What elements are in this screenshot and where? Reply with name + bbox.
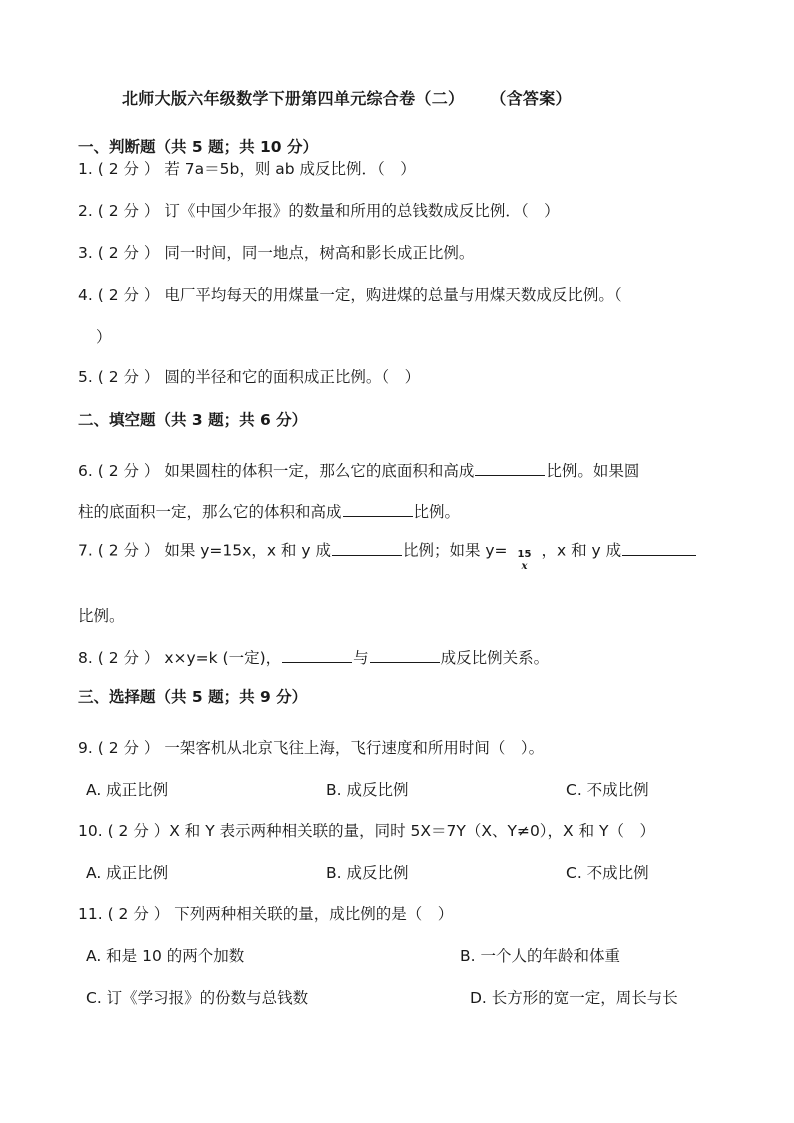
question-6-text-c: 柱的底面积一定，那么它的体积和高成: [78, 503, 342, 521]
option-q9-b[interactable]: B. 成反比例: [326, 781, 409, 799]
question-6-line-1: [78, 460, 639, 482]
question-7-text-b: 比例；如果 y=: [402, 541, 508, 560]
question-9: 9. ( 2 分 ） 一架客机从北京飞往上海，飞行速度和所用时间（ ）。: [78, 739, 545, 757]
question-7-line-1: [78, 539, 697, 572]
option-q11-d[interactable]: D. 长方形的宽一定，周长与长: [470, 989, 678, 1007]
question-7-text-a: 7. ( 2 分 ） 如果 y=15x，x 和 y 成: [78, 541, 331, 560]
question-6-line-2: [78, 501, 460, 523]
option-q9-c[interactable]: C. 不成比例: [566, 781, 649, 799]
option-q10-b[interactable]: B. 成反比例: [326, 864, 409, 882]
answer-blank[interactable]: [475, 460, 545, 476]
option-q10-c[interactable]: C. 不成比例: [566, 864, 649, 882]
question-7-text-c: ，x 和 y 成: [541, 541, 622, 560]
option-q10-a[interactable]: A. 成正比例: [86, 864, 169, 882]
question-7-line-2: 比例。: [78, 607, 125, 625]
question-11: 11. ( 2 分 ） 下列两种相关联的量，成比例的是（ ）: [78, 905, 454, 923]
answer-blank[interactable]: [332, 540, 402, 556]
fraction-denominator: x: [521, 561, 528, 572]
question-8-text-b: 与: [353, 649, 369, 667]
answer-blank[interactable]: [622, 540, 696, 556]
question-5: 5. ( 2 分 ） 圆的半径和它的面积成正比例。（ ）: [78, 368, 421, 386]
option-q11-b[interactable]: B. 一个人的年龄和体重: [460, 947, 620, 965]
title-suffix: （含答案）: [498, 89, 572, 108]
option-q11-a[interactable]: A. 和是 10 的两个加数: [86, 947, 245, 965]
question-4-continuation: ）: [96, 328, 112, 346]
question-8: [78, 647, 549, 669]
section-heading-fill-blank: 二、填空题（共 3 题；共 6 分）: [78, 411, 308, 429]
title-main: 北师大版六年级数学下册第四单元综合卷（二）: [122, 89, 465, 108]
section-heading-multiple-choice: 三、选择题（共 5 题；共 9 分）: [78, 688, 308, 706]
question-3: 3. ( 2 分 ） 同一时间，同一地点，树高和影长成正比例。: [78, 244, 475, 262]
answer-blank[interactable]: [282, 647, 352, 663]
section-heading-judgement: 一、判断题（共 5 题；共 10 分）: [78, 138, 318, 156]
answer-blank[interactable]: [343, 501, 413, 517]
question-1: 1. ( 2 分 ） 若 7a＝5b，则 ab 成反比例．（ ）: [78, 160, 416, 178]
question-2: 2. ( 2 分 ） 订《中国少年报》的数量和所用的总钱数成反比例．（ ）: [78, 202, 560, 220]
question-4: 4. ( 2 分 ） 电厂平均每天的用煤量一定，购进煤的总量与用煤天数成反比例。（: [78, 286, 622, 304]
question-8-text-c: 成反比例关系。: [440, 649, 550, 667]
option-q9-a[interactable]: A. 成正比例: [86, 781, 169, 799]
question-6-text-b: 比例。如果圆: [546, 462, 640, 480]
answer-blank[interactable]: [370, 647, 440, 663]
fraction-numerator: 15: [517, 549, 532, 560]
question-6-text-a: 6. ( 2 分 ） 如果圆柱的体积一定，那么它的底面积和高成: [78, 462, 475, 480]
option-q11-c[interactable]: C. 订《学习报》的份数与总钱数: [86, 989, 309, 1007]
page-title: [122, 86, 572, 109]
question-6-text-d: 比例。: [413, 503, 461, 521]
question-8-text-a: 8. ( 2 分 ） x×y=k (一定)，: [78, 649, 282, 667]
fraction-15-over-x: [516, 549, 534, 573]
question-10: 10. ( 2 分 ）X 和 Y 表示两种相关联的量，同时 5X＝7Y（X、Y≠0），X 和 Y（ ）: [78, 822, 655, 840]
